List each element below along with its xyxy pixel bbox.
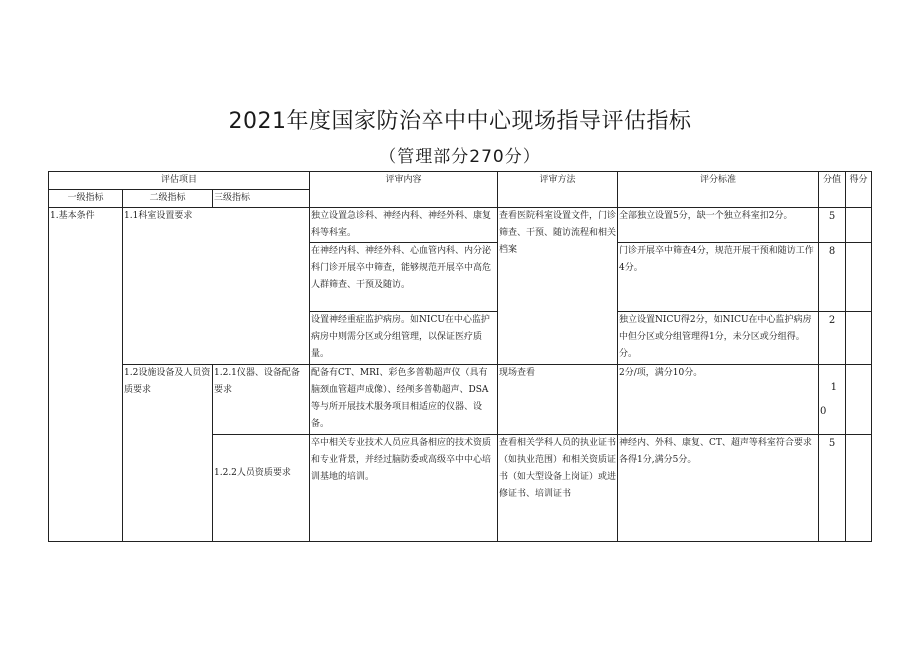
header-content: 评审内容 <box>310 172 498 208</box>
score-cell: 5 <box>819 208 846 243</box>
content-cell: 在神经内科、神经外科、心血管内科、内分泌科门诊开展卒中筛查，能够规范开展卒中高危人群筛查、干预及随访。 <box>310 243 498 312</box>
score-digit-bottom: 0 <box>820 406 827 417</box>
score-cell <box>819 365 846 435</box>
criteria-cell: 全部独立设置5分，缺一个独立科室扣2分。 <box>618 208 819 243</box>
criteria-cell: 神经内、外科、康复、CT、超声等科室符合要求各得1分,满分5分。 <box>618 435 819 542</box>
obtained-cell <box>846 365 872 435</box>
criteria-cell: 独立设置NICU得2分，如NICU在中心监护病房中但分区或分组管理得1分，未分区或分组得。分。 <box>618 312 819 365</box>
criteria-cell: 门诊开展卒中筛查4分，规范开展干预和随访工作4分。 <box>618 243 819 312</box>
method-cell: 查看相关学科人员的执业证书（如执业范围）和相关资质证书（如大型设备上岗证）或进修证书、培训证书 <box>498 435 618 542</box>
method-cell: 现场查看 <box>498 365 618 435</box>
document-subtitle: （管理部分270分） <box>379 147 541 167</box>
obtained-cell <box>846 243 872 312</box>
obtained-cell <box>846 312 872 365</box>
evaluation-table <box>48 171 872 542</box>
header-obtained: 得分 <box>846 172 872 208</box>
level1-label: 1.基本条件 <box>49 208 123 542</box>
score-cell: 5 <box>819 435 846 542</box>
table-row <box>49 208 872 243</box>
content-cell: 配备有CT、MRI、彩色多普勒超声仪（具有脑颈血管超声成像）、经颅多普勒超声、DSA等与所开展技术服务项目相适应的仪器、设备。 <box>310 365 498 435</box>
method-cell: 查看医院科室设置文件，门诊筛查、干预、随访流程和相关档案 <box>498 208 618 365</box>
section-1-2-label: 1.2设施设备及人员资质要求 <box>123 365 213 542</box>
obtained-cell <box>846 435 872 542</box>
header-eval-item: 评估项目 <box>49 172 310 190</box>
header-level2: 二级指标 <box>123 190 213 208</box>
content-cell: 设置神经重症监护病房。如NICU在中心监护病房中则需分区或分组管理，以保证医疗质量。 <box>310 312 498 365</box>
score-cell: 2 <box>819 312 846 365</box>
section-1-1-label: 1.1科室设置要求 <box>123 208 310 365</box>
content-cell: 独立设置急诊科、神经内科、神经外科、康复科等科室。 <box>310 208 498 243</box>
score-digit-top: 1 <box>830 382 838 393</box>
level3-cell: 1.2.1仪器、设备配备要求 <box>213 365 310 435</box>
table-row <box>49 365 872 435</box>
header-level1: 一级指标 <box>49 190 123 208</box>
obtained-cell <box>846 208 872 243</box>
header-score: 分值 <box>819 172 846 208</box>
header-row-top <box>49 172 872 190</box>
header-criteria: 评分标准 <box>618 172 819 208</box>
header-method: 评审方法 <box>498 172 618 208</box>
score-cell: 8 <box>819 243 846 312</box>
header-level3: 三级指标 <box>213 190 310 208</box>
content-cell: 卒中相关专业技术人员应具备相应的技术资质和专业背景，并经过脑防委或高级卒中中心培训基地的培训。 <box>310 435 498 542</box>
criteria-cell: 2分/项，满分10分。 <box>618 365 819 435</box>
document-title: 2021年度国家防治卒中中心现场指导评估指标 <box>228 109 692 134</box>
level3-cell: 1.2.2人员资质要求 <box>213 435 310 542</box>
